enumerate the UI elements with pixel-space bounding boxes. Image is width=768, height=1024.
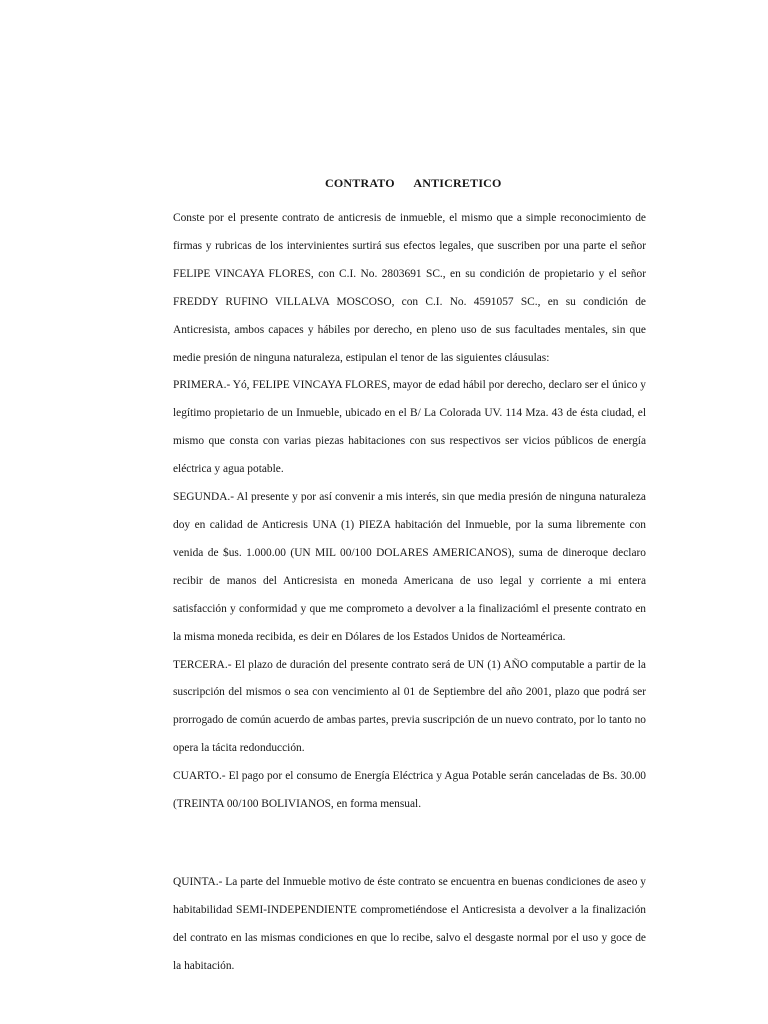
- paragraph-quinta: QUINTA.- La parte del Inmueble motivo de éste contrato se encuentra en buenas condiciones de aseo y habitabilidad SEMI-INDEPENDIENTE comprometiéndose el Anticresista a devolver a la finalización del contrato en las mismas condiciones en que lo recibe, salvo el desgaste normal por el uso y goce de la habitación.: [173, 875, 646, 972]
- paragraph-gap: [173, 819, 646, 869]
- paragraph-primera: PRIMERA.- Yó, FELIPE VINCAYA FLORES, mayor de edad hábil por derecho, declaro ser el único y legítimo propietario de un Inmueble, ubicado en el B/ La Colorada UV. 114 Mza. 43 de ésta ciudad, el mismo que consta con varias piezas habitaciones con sus respectivos ser vicios públicos de energía eléctrica y agua potable.: [173, 379, 646, 476]
- paragraph-preamble: Conste por el presente contrato de anticresis de inmueble, el mismo que a simple reconocimiento de firmas y rubricas de los intervinientes surtirá sus efectos legales, que suscriben por una parte el señor FELIPE VINCAYA FLORES, con C.I. No. 2803691 SC., en su condición de propietario y el señor FREDDY RUFINO VILLALVA MOSCOSO, con C.I. No. 4591057 SC., en su condición de Anticresista, ambos capaces y hábiles por derecho, en pleno uso de sus facultades mentales, sin que medie presión de ninguna naturaleza, estipulan el tenor de las siguientes cláusulas:: [173, 212, 646, 364]
- paragraph-cuarto: CUARTO.- El pago por el consumo de Energía Eléctrica y Agua Potable serán canceladas de Bs. 30.00 (TREINTA 00/100 BOLIVIANOS, en forma mensual.: [173, 770, 646, 811]
- paragraph-tercera: TERCERA.- El plazo de duración del presente contrato será de UN (1) AÑO computable a partir de la suscripción del mismos o sea con vencimiento al 01 de Septiembre del año 2001, plazo que podrá ser prorrogado de común acuerdo de ambas partes, previa suscripción de un nuevo contrato, por lo tanto no opera la tácita redonducción.: [173, 658, 646, 755]
- paragraph-segunda: SEGUNDA.- Al presente y por así convenir a mis interés, sin que media presión de ninguna naturaleza doy en calidad de Anticresis UNA (1) PIEZA habitación del Inmueble, por la suma libremente con venida de $us. 1.000.00 (UN MIL 00/100 DOLARES AMERICANOS), suma de dineroque declaro recibir de manos del Anticresista en moneda Americana de uso legal y corriente a mi entera satisfacción y conformidad y que me comprometo a devolver a la finalizacióml el presente contrato en la misma moneda recibida, es deir en Dólares de los Estados Unidos de Norteamérica.: [173, 491, 646, 643]
- document-title: CONTRATO ANTICRETICO: [325, 176, 502, 190]
- document-body: [173, 205, 646, 981]
